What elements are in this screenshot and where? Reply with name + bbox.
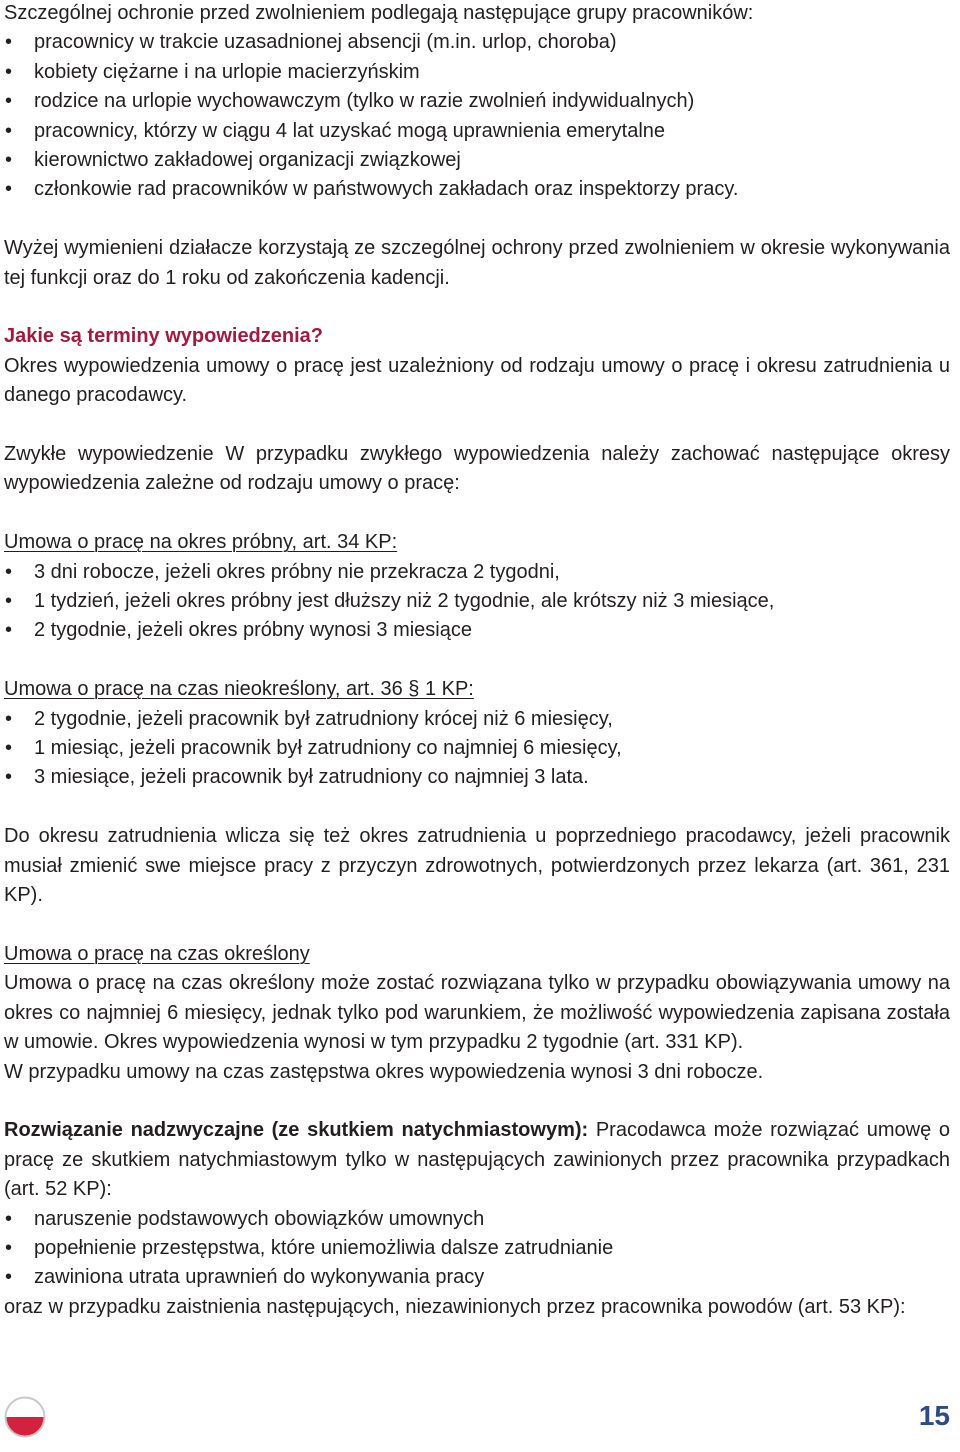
summary-dismissal-lead: Rozwiązanie nadzwyczajne (ze skutkiem natychmiastowym):	[4, 1119, 589, 1142]
protected-groups-intro: Szczególnej ochronie przed zwolnieniem podlegają następujące grupy pracowników:	[4, 2, 754, 24]
spacer	[4, 205, 950, 234]
page-number: 15	[918, 1400, 950, 1431]
replacement-contract-note: W przypadku umowy na czas zastępstwa okres wypowiedzenia wynosi 3 dni robocze.	[4, 1060, 764, 1083]
bullet-icon: •	[5, 119, 13, 142]
summary-dismissal-list	[4, 1205, 950, 1293]
fixed-term-contract-text: Umowa o pracę na czas określony może zostać rozwiązana tylko w przypadku obowiązywania umowy na okres co najmniej 6 miesięcy, jednak tylko pod warunkiem, że możliwość wypowiedzenia zapisana została w umowie. Okres wypowiedzenia wynosi w tym przypadku 2 tygodnie (art. 331 KP).	[4, 972, 950, 1054]
indefinite-contract-title: Umowa o pracę na czas nieokreślony, art. 36 § 1 KP:	[4, 678, 474, 701]
flag-red-half	[4, 1417, 46, 1438]
list-item: • pracownicy w trakcie uzasadnionej absencji (m.in. urlop, choroba)	[4, 28, 950, 57]
bullet-icon: •	[5, 737, 13, 760]
bullet-icon: •	[5, 31, 13, 54]
list-item: • członkowie rad pracowników w państwowych zakładach oraz inspektorzy pracy.	[4, 175, 950, 204]
employment-period-note: Do okresu zatrudnienia wlicza się też okres zatrudnienia u poprzedniego pracodawcy, jeżeli pracownik musiał zmienić swe miejsce pracy z przyczyn zdrowotnych, potwierdzonych przez lekarza (art. 361, 231 KP).	[4, 825, 950, 907]
list-item: • 3 dni robocze, jeżeli okres próbny nie przekracza 2 tygodni,	[4, 558, 950, 587]
bullet-icon: •	[5, 1266, 13, 1289]
spacer	[4, 911, 950, 940]
bullet-icon: •	[5, 766, 13, 789]
list-item: • 1 tydzień, jeżeli okres próbny jest dłuższy niż 2 tygodnie, ale krótszy niż 3 miesiące,	[4, 587, 950, 616]
ordinary-notice-paragraph: Zwykłe wypowiedzenie W przypadku zwykłego wypowiedzenia należy zachować następujące okresy wypowiedzenia zależne od rodzaju umowy o pracę:	[4, 443, 950, 495]
trial-contract-list	[4, 558, 950, 646]
bullet-icon: •	[5, 1207, 13, 1230]
notice-periods-intro: Okres wypowiedzenia umowy o pracę jest uzależniony od rodzaju umowy o pracę i okresu zatrudnienia u danego pracodawcy.	[4, 354, 950, 407]
spacer	[4, 1087, 950, 1116]
bullet-icon: •	[5, 149, 13, 172]
trial-contract-title: Umowa o pracę na okres próbny, art. 34 KP:	[4, 531, 398, 554]
document-page	[4, 0, 950, 1322]
bullet-icon: •	[5, 178, 13, 201]
list-item: • popełnienie przestępstwa, które uniemożliwia dalsze zatrudnianie	[4, 1234, 950, 1263]
list-item: • 2 tygodnie, jeżeli okres próbny wynosi 3 miesiące	[4, 616, 950, 645]
flag-white-half	[4, 1396, 46, 1417]
spacer	[4, 293, 950, 322]
list-item: • pracownicy, którzy w ciągu 4 lat uzyskać mogą uprawnienia emerytalne	[4, 117, 950, 146]
polish-flag-icon	[4, 1396, 46, 1438]
list-item: • zawiniona utrata uprawnień do wykonywania pracy	[4, 1263, 950, 1292]
summary-dismissal-paragraph	[4, 1116, 950, 1204]
list-item: • 2 tygodnie, jeżeli pracownik był zatrudniony krócej niż 6 miesięcy,	[4, 705, 950, 734]
bullet-icon: •	[5, 619, 13, 642]
bullet-icon: •	[5, 590, 13, 613]
indefinite-contract-list	[4, 705, 950, 793]
list-item: • 3 miesiące, jeżeli pracownik był zatrudniony co najmniej 3 lata.	[4, 763, 950, 792]
spacer	[4, 793, 950, 822]
list-item: • kobiety ciężarne i na urlopie macierzyńskim	[4, 58, 950, 87]
bullet-icon: •	[5, 60, 13, 83]
protected-groups-list	[4, 28, 950, 204]
spacer	[4, 499, 950, 528]
summary-dismissal-text: Pracodawca może rozwiązać umowę o pracę ze skutkiem natychmiastowym tylko w następujących zawinionych przez pracownika przypadkach (art. 52 KP):	[4, 1119, 950, 1201]
notice-periods-heading: Jakie są terminy wypowiedzenia?	[4, 325, 324, 348]
list-item: • naruszenie podstawowych obowiązków umownych	[4, 1205, 950, 1234]
spacer	[4, 411, 950, 440]
list-item: • 1 miesiąc, jeżeli pracownik był zatrudniony co najmniej 6 miesięcy,	[4, 734, 950, 763]
list-item: • rodzice na urlopie wychowawczym (tylko w razie zwolnień indywidualnych)	[4, 87, 950, 116]
list-item: • kierownictwo zakładowej organizacji związkowej	[4, 146, 950, 175]
bullet-icon: •	[5, 560, 13, 583]
fixed-term-contract-title: Umowa o pracę na czas określony	[4, 942, 310, 965]
bullet-icon: •	[5, 707, 13, 730]
spacer	[4, 646, 950, 675]
bullet-icon: •	[5, 90, 13, 113]
bullet-icon: •	[5, 1236, 13, 1259]
no-fault-reasons-intro: oraz w przypadku zaistnienia następujących, niezawinionych przez pracownika powodów (art. 53 KP):	[4, 1295, 906, 1318]
activists-note: Wyżej wymienieni działacze korzystają ze szczególnej ochrony przed zwolnieniem w okresie wykonywania tej funkcji oraz do 1 roku od zakończenia kadencji.	[4, 237, 950, 289]
